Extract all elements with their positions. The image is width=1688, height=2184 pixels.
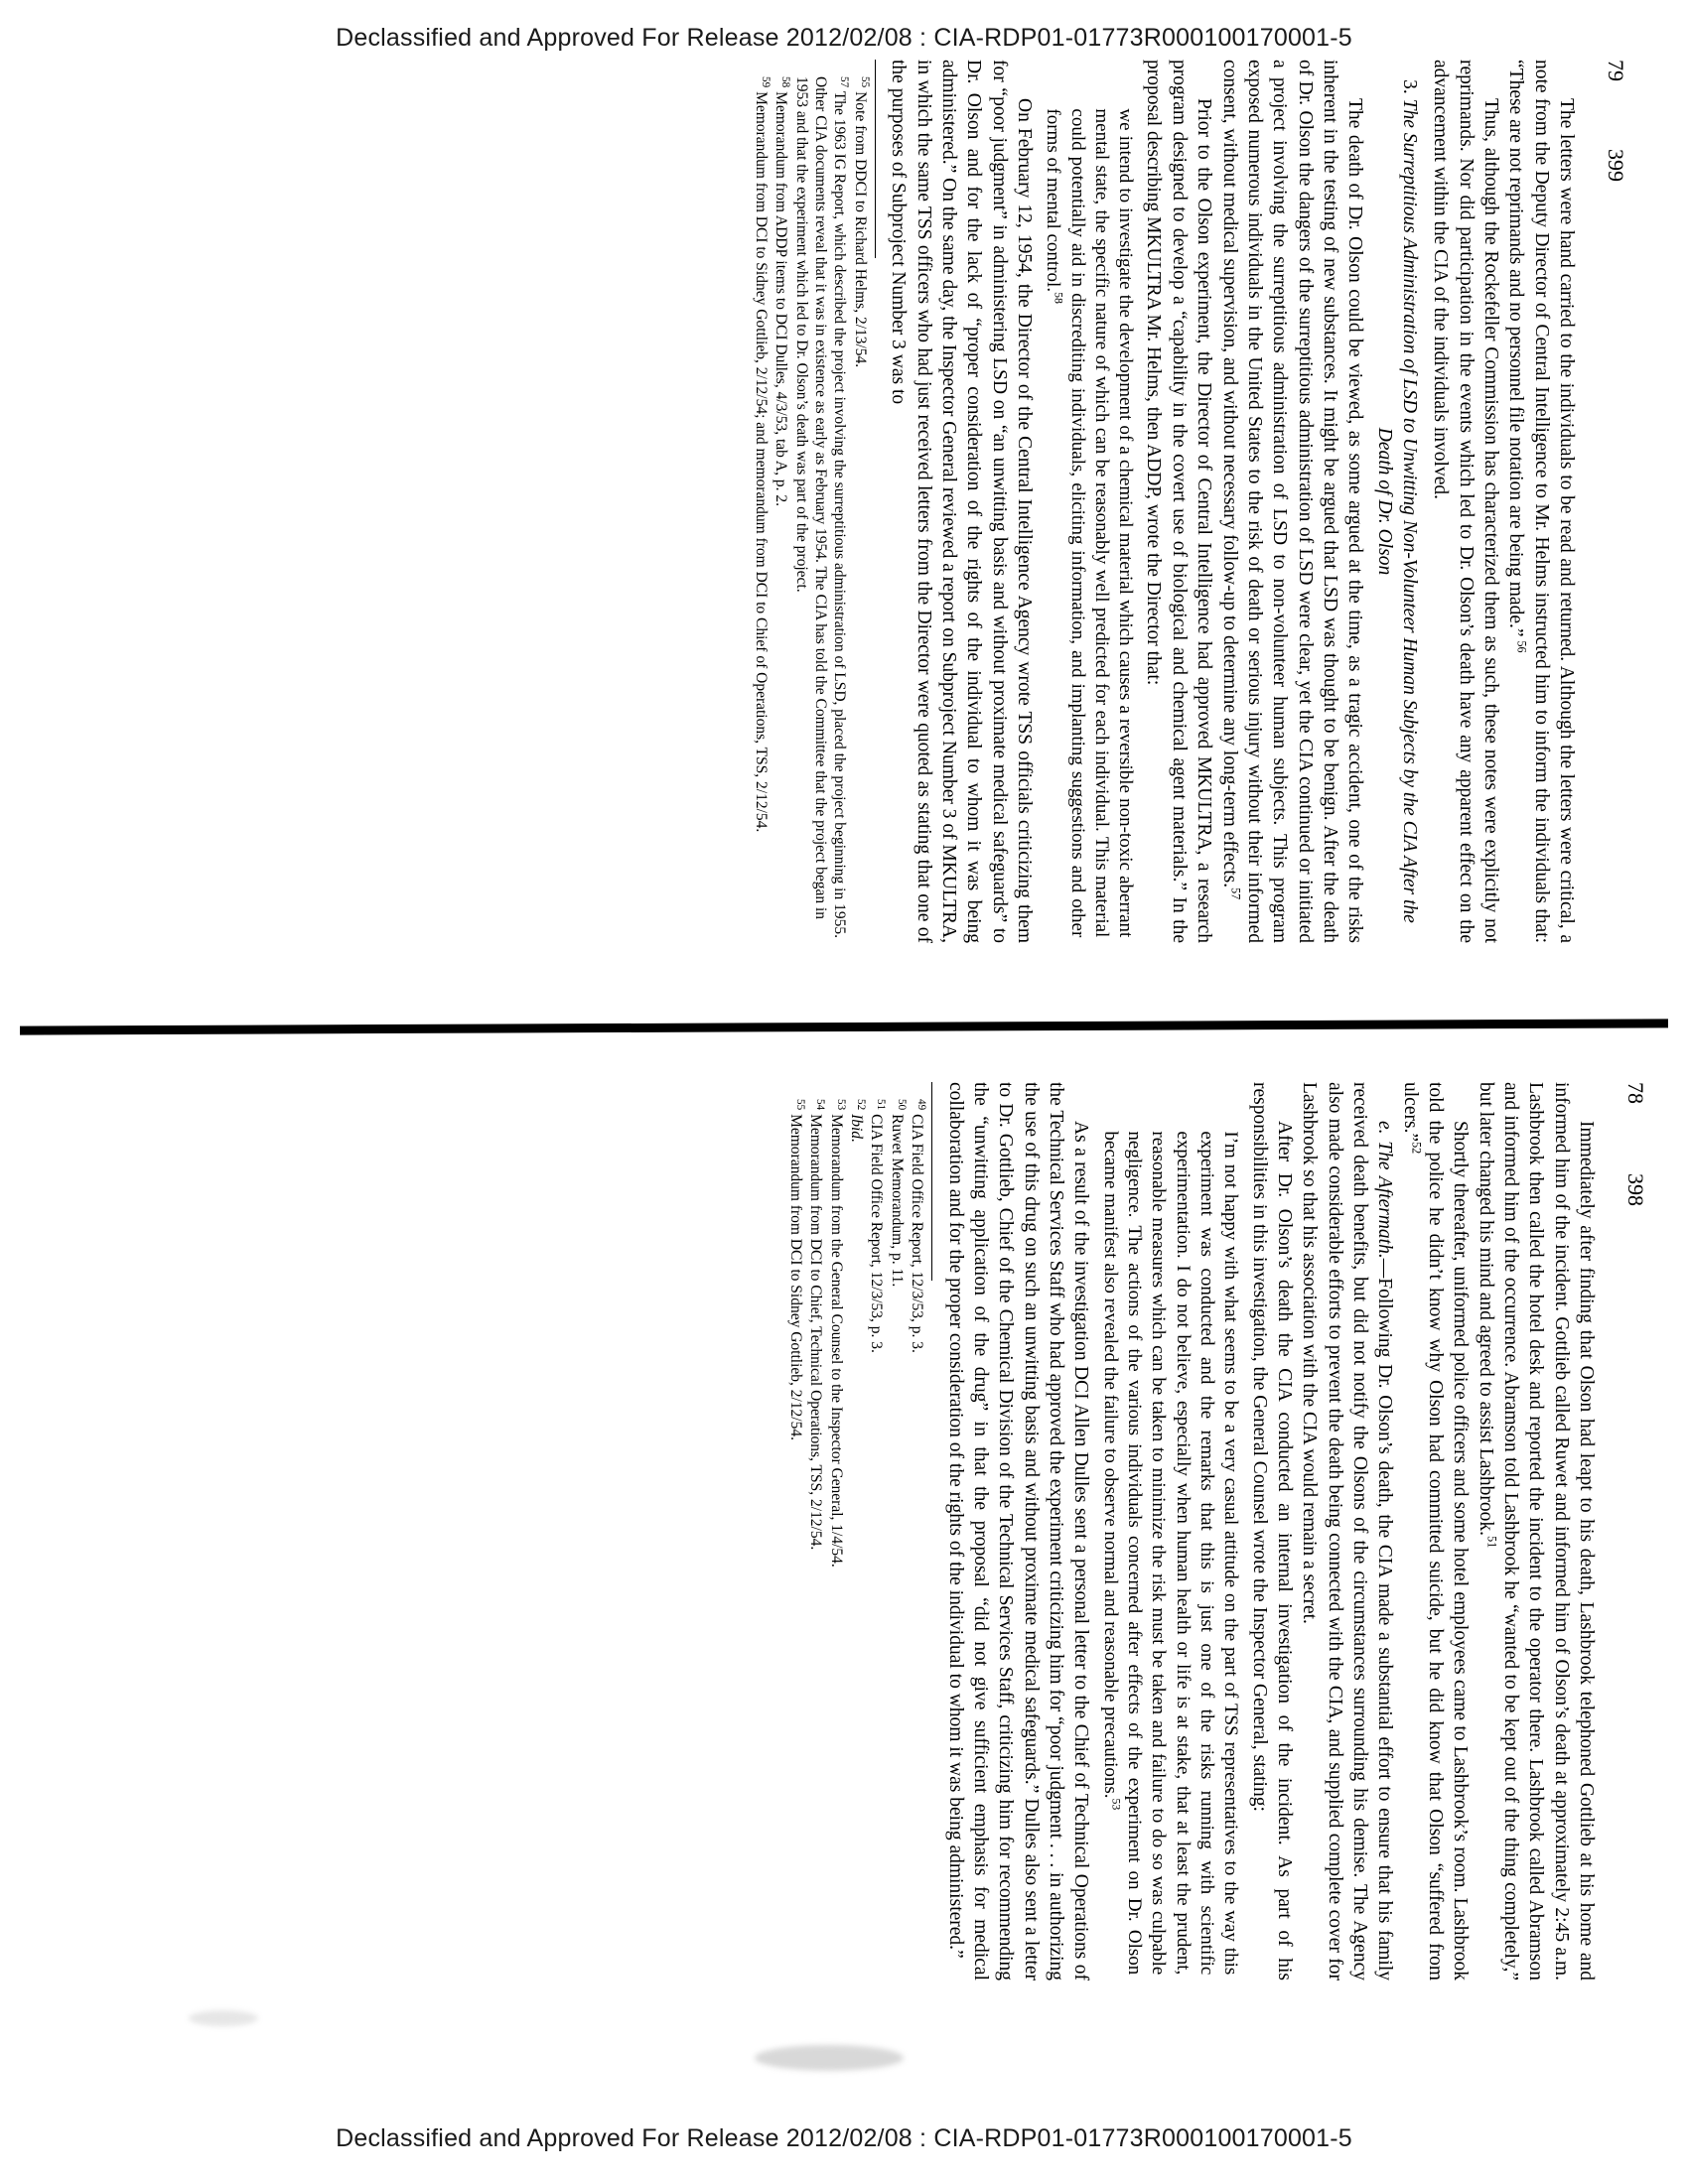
footnote: $^{54}$ Memorandum from DCI to Chief, Technical Operations, TSS, 2/12/54. bbox=[807, 1099, 827, 1551]
body-column-399 bbox=[751, 60, 1579, 943]
paragraph: The letters were hand carried to the individuals to be read and returned. Although the letters were critical, a note from the Deputy Director of Central Intelligence to Mr. Helms instructed him to inform the individuals that: “These are not reprimands and no personnel file notation are being made.” $^{56}$ bbox=[1505, 60, 1577, 943]
footnotes-398 bbox=[786, 1082, 927, 1980]
footnote-mark: 53 bbox=[1108, 1798, 1122, 1811]
footnote: $^{57}$ The 1963 IG Report, which described the project involving the surreptitious administration of LSD, placed the project beginning in 1955. Other CIA documents reveal that it was in existence as early as February 1954. The CIA has told the Committee that the project began in 1953 and that the experiment which led to Dr. Olson’s death was part of the project. bbox=[792, 76, 851, 938]
footnote-mark: 51 bbox=[1484, 1536, 1499, 1549]
footnote-mark: 55 bbox=[859, 76, 871, 88]
footnote-rule bbox=[931, 1082, 932, 1281]
block-quote-text: we intend to investigate the development of a chemical material which causes a reversible non-toxic aberrant mental state, the specific nature of which can be reasonably well predicted for each individual. This material could potentially aid in discrediting individuals, eliciting information, and implanting suggestions and other forms of mental control.$^{58}$ bbox=[1043, 108, 1137, 938]
footnote: $^{55}$ Note from DDCI to Richard Helms, 2/13/54. bbox=[851, 76, 871, 368]
paragraph: On February 12, 1954, the Director of the Central Intelligence Agency wrote TSS officials criticizing them for “poor judgment” in administering LSD on “an unwitting basis and without proximate medical safeguards” to Dr. Olson and for the lack of “proper consideration of the rights of the individual to whom it was being administered.” On the same day, the Inspector General reviewed a report on Subproject Number 3 of MKULTRA, in which the same TSS officers who had just received letters from the Director were quoted as stating that one of the purposes of Subproject Number 3 was to bbox=[888, 60, 1035, 943]
footnote: $^{52}$ Ibid. bbox=[848, 1099, 868, 1143]
paragraph: As a result of the investigation DCI Allen Dulles sent a personal letter to the Chief of Technical Operations of the Technical Services Staff who had approved the experiment criticizing him for “poor judgment . . . in authorizing the use of this drug on such an unwitting basis and without proximate medical safeguards.” Dulles also sent a letter to Dr. Gottlieb, Chief of the Chemical Division of the Technical Services Staff, criticizing him for recommending the “unwitting application of the drug” in that the proposal “did not give sufficient emphasis for medical collaboration and for the proper consideration of the rights of the individual to whom it was being administered.” bbox=[944, 1082, 1092, 1980]
footnote-mark: 57 bbox=[1228, 887, 1243, 900]
footnotes-399 bbox=[752, 60, 870, 943]
footnote: $^{58}$ Memorandum from ADDP items to DCI Dulles, 4/3/53, tab A, p. 2. bbox=[773, 76, 792, 506]
subsection-paragraph: e. The Aftermath.—Following Dr. Olson’s death, the CIA made a substantial effort to ensure that his family received death benefits, but did not notify the Olsons of the circumstances surrounding his demise. The Agency also made considerable efforts to prevent the death being connected with the CIA, and supplied complete cover for Lashbrook so that his association with the CIA would remain a secret. bbox=[1299, 1082, 1396, 1980]
page-divider bbox=[20, 1019, 1668, 1034]
footnote: $^{59}$ Memorandum from DCI to Sidney Gottlieb, 2/12/54; and memorandum from DCI to Chief of Operations, TSS, 2/12/54. bbox=[752, 76, 773, 833]
section-heading bbox=[1371, 60, 1422, 943]
paragraph: Shortly thereafter, uniformed police officers and some hotel employees came to Lashbrook’s room. Lashbrook told the police he didn’t know why Olson had committed suicide, but he did know that Olson “suffered from ulcers.”$^{52}$ bbox=[1399, 1082, 1472, 1980]
block-quote bbox=[1041, 60, 1137, 943]
declassification-stamp-top: Declassified and Approved For Release 2012/02/08 : CIA-RDP01-01773R000100170001-5 bbox=[336, 24, 1352, 52]
footnote-mark: 58 bbox=[779, 76, 792, 88]
body-column-398 bbox=[785, 1082, 1599, 1980]
page-number-79: 79 bbox=[1604, 60, 1628, 81]
footnote: $^{49}$ CIA Field Office Report, 12/3/53, p. 3. bbox=[909, 1099, 928, 1353]
section-heading-title: The Surreptitious Administration of LSD to Unwitting Non-Volunteer Human Subjects by the CIA After the Death of Dr. Olson bbox=[1373, 98, 1420, 923]
folio-number-399: 399 bbox=[1604, 149, 1628, 182]
footnote-mark: 57 bbox=[838, 76, 851, 88]
paragraph: After Dr. Olson’s death the CIA conducted an internal investigation of the incident. As part of his responsibilities in this investigation, the General Counsel wrote the Inspector General, stating: bbox=[1248, 1082, 1295, 1980]
footnote-mark: 53 bbox=[834, 1099, 847, 1111]
paragraph: Immediately after finding that Olson had leapt to his death, Lashbrook telephoned Gottlieb at his home and informed him of the incident. Gottlieb called Ruwet and informed him of Olson’s death at approximately 2:45 a.m. Lashbrook then called the hotel desk and reported the incident to the operator there. Lashbrook called Abramson and informed him of the occurrence. Abramson told Lashbrook he “wanted to be kept out of the thing completely,” but later changed his mind and agreed to assist Lashbrook.$^{51}$ bbox=[1475, 1082, 1597, 1980]
footnote-mark: 56 bbox=[1514, 640, 1529, 653]
paragraph: Thus, although the Rockefeller Commission has characterized them as such, these notes were explicitly not reprimands. Nor did participation in the events which led to Dr. Olson’s death have any apparent effect on the advancement within the CIA of the individuals involved. bbox=[1430, 60, 1501, 943]
footnote-mark: 50 bbox=[896, 1099, 909, 1111]
footnote-mark: 59 bbox=[760, 76, 773, 88]
scanned-page-399 bbox=[119, 60, 1628, 953]
footnote: $^{51}$ CIA Field Office Report, 12/3/53, p. 3. bbox=[868, 1099, 888, 1353]
section-heading-number: 3. bbox=[1398, 79, 1420, 94]
footnote-mark: 52 bbox=[855, 1099, 868, 1111]
paragraph: Prior to the Olson experiment, the Director of Central Intelligence had approved MKULTRA, a research program designed to develop a “capability in the covert use of biological and chemical agent materials.” In the proposal describing MKULTRA Mr. Helms, then ADDP, wrote the Director that: bbox=[1143, 60, 1215, 943]
footnote-mark: 55 bbox=[794, 1099, 807, 1111]
folio-number-398: 398 bbox=[1623, 1173, 1648, 1206]
block-quote bbox=[1097, 1082, 1242, 1980]
footnote-mark: 54 bbox=[814, 1099, 827, 1111]
footnote-rule bbox=[875, 60, 876, 258]
footnote-mark: 49 bbox=[915, 1099, 928, 1111]
scanned-page-398 bbox=[119, 1082, 1648, 2075]
scan-smudge bbox=[755, 2045, 904, 2071]
footnote-mark: 52 bbox=[1409, 1142, 1424, 1155]
declassification-stamp-bottom: Declassified and Approved For Release 2012/02/08 : CIA-RDP01-01773R000100170001-5 bbox=[336, 2124, 1352, 2152]
footnote-mark: 58 bbox=[1052, 292, 1065, 304]
paragraph: The death of Dr. Olson could be viewed, as some argued at the time, as a tragic accident, one of the risks inherent in the testing of new substances. It might be argued that LSD was thought to be benign. After the death of Dr. Olson the dangers of the surreptitious administration of LSD were clear, yet the CIA continued or initiated a project involving the surreptitious administration of LSD to non-volunteer human subjects. This program exposed numerous individuals in the United States to the risk of death or serious injury without their informed consent, without medical supervision, and without necessary follow-up to determine any long-term effects.$^{57}$ bbox=[1218, 60, 1366, 943]
scan-smudge bbox=[189, 2010, 258, 2026]
footnote: $^{50}$ Ruwet Memorandum, p. 11. bbox=[888, 1099, 909, 1288]
page-number-78: 78 bbox=[1623, 1082, 1648, 1104]
block-quote-text: I’m not happy with what seems to be a very casual attitude on the part of TSS representatives to the way this experiment was conducted and the remarks that this is just one of the risks running with scientific experimentation. I do not believe, especially when human health or life is at stake, that at least the prudent, reasonable measures which can be taken to minimize the risk must be taken and failure to do so was culpable negligence. The actions of the various individuals concerned after effects of the experiment on Dr. Olson became manifest also revealed the failure to observe normal and reasonable precautions.$^{53}$ bbox=[1099, 1131, 1242, 1976]
footnote: $^{55}$ Memorandum from DCI to Sidney Gottlieb, 2/12/54. bbox=[787, 1099, 807, 1440]
subsection-label: e. The Aftermath. bbox=[1374, 1121, 1396, 1259]
footnote-mark: 51 bbox=[875, 1099, 888, 1111]
footnote: $^{53}$ Memorandum from the General Counsel to the Inspector General, 1/4/54. bbox=[827, 1099, 847, 1568]
